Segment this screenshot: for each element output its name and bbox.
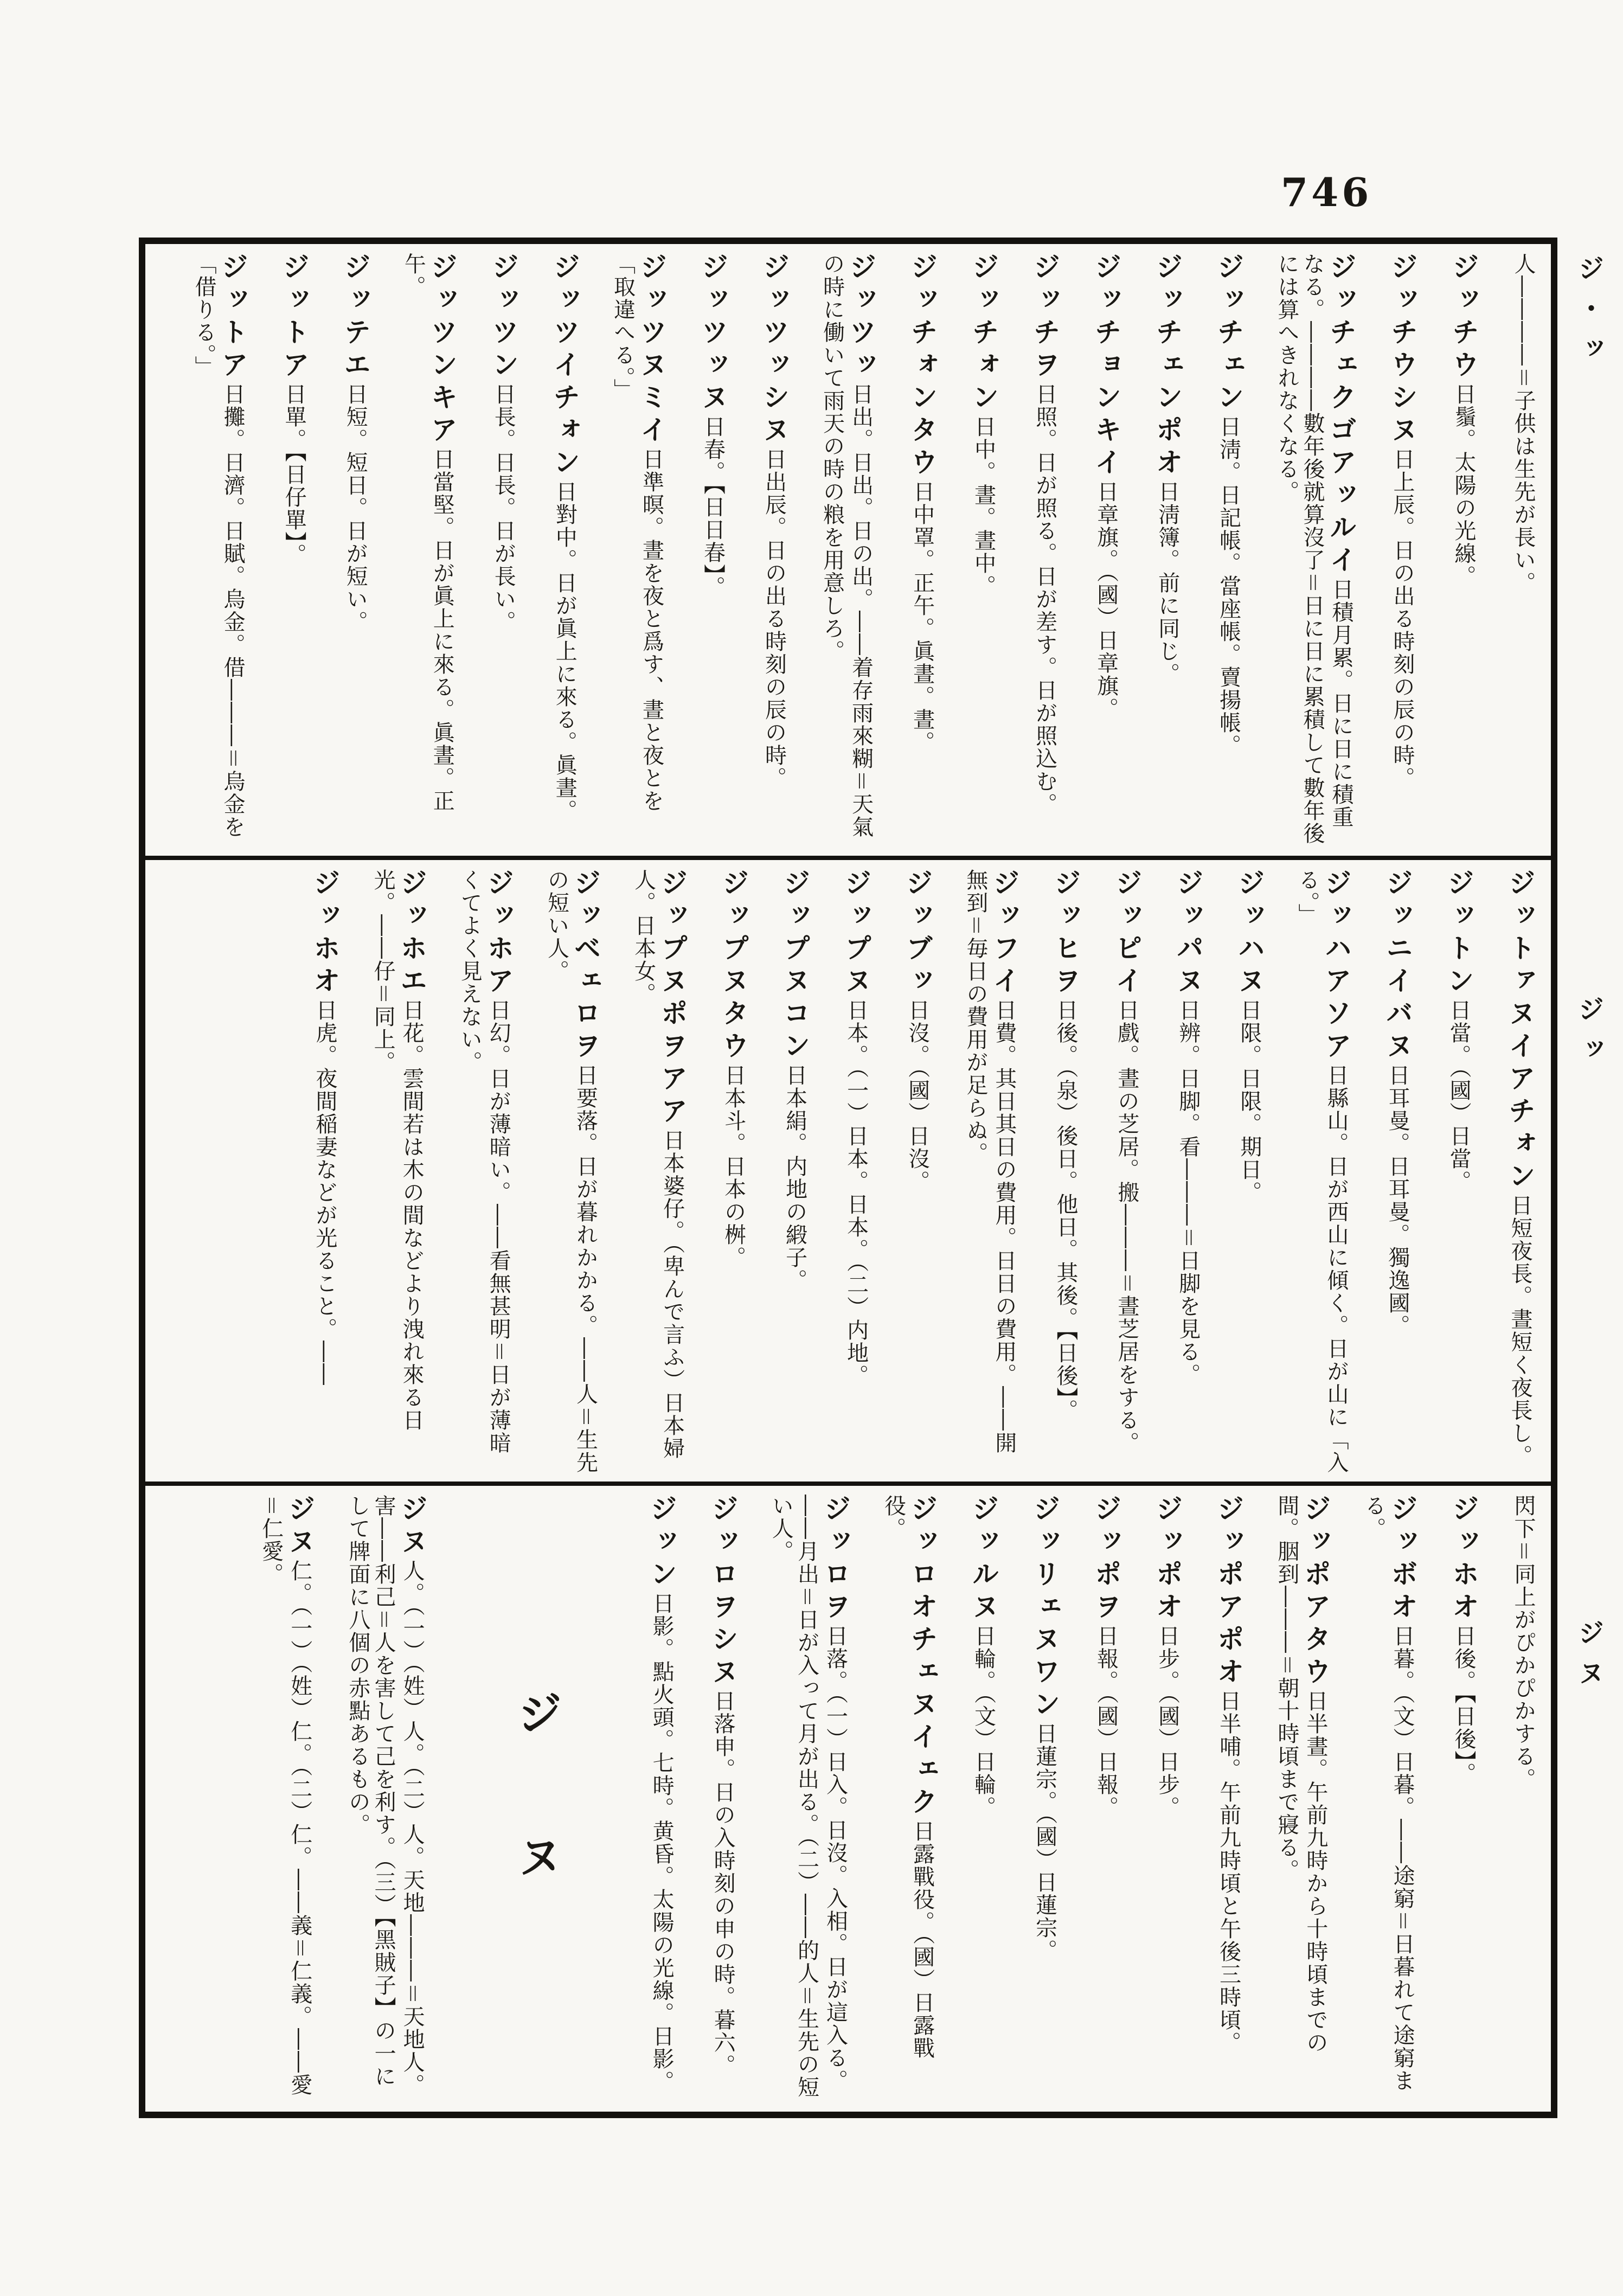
- entry-headword: ジッチェンポオ: [1151, 253, 1183, 480]
- entry-definition: 日本斗。日本の桝。: [721, 1064, 746, 1269]
- dictionary-entry: [370, 869, 427, 1476]
- entry-definition: 日幻。日が薄暗い。――看無甚明＝日が薄暗くてよく見えない。: [457, 869, 511, 1454]
- entry-definition: 日露戰役。（國）日露戰役。: [881, 1495, 935, 2060]
- dictionary-entry: [1029, 253, 1061, 850]
- entry-headword: ジッハアソア: [1320, 869, 1352, 1064]
- entry-headword: ジッツッヌ: [697, 253, 729, 415]
- entry-headword: ジットア: [278, 253, 310, 383]
- dictionary-entry: [278, 253, 310, 850]
- dictionary-entry: [400, 253, 458, 850]
- entry-definition: 日當堅。日が眞上に來る。眞晝。正午。: [401, 253, 455, 812]
- band-ji-nu: [145, 1486, 1551, 2104]
- entry-definition: 日淸簿。前に同じ。: [1154, 480, 1180, 685]
- dictionary-entry: [1381, 869, 1413, 1476]
- entry-headword: ジップヌタウ: [717, 869, 749, 1064]
- entry-headword: ジッホア: [483, 869, 515, 999]
- dictionary-entry: [1509, 1495, 1536, 2099]
- entry-headword: ジッホエ: [396, 869, 428, 999]
- dictionary-entry: [1386, 253, 1418, 850]
- entry-definition: 日出辰。日の出る時刻の辰の時。: [761, 448, 787, 790]
- entry-headword: ジップヌコン: [779, 869, 811, 1064]
- entry-headword: ジッロヲ: [819, 1495, 851, 1625]
- band-divider: [145, 1482, 1551, 1486]
- entry-definition: 日鬚。太陽の光線。: [1451, 383, 1476, 588]
- entry-headword: ジッポヲ: [1090, 1495, 1122, 1625]
- entry-headword: ジッベェロヲ: [569, 869, 601, 1064]
- dictionary-entry: [906, 253, 938, 850]
- entry-definition: 日落。（一）日入。日沒。入相。日が這入る。――月出＝日が入って月が出る。（二）――的人＝生先の短い人。: [768, 1495, 848, 2099]
- dictionary-entry: [768, 1495, 851, 2099]
- entry-headword: ジッポアタウ: [1299, 1495, 1331, 1690]
- dictionary-entry: [1233, 869, 1265, 1476]
- entry-definition: 日耳曼。日耳曼。獨逸國。: [1385, 1064, 1410, 1337]
- entry-headword: ジッロヲシヌ: [707, 1495, 739, 1690]
- entry-headword: ジッチェクゴアッルイ: [1325, 253, 1357, 578]
- entry-headword: ジッホオ: [1448, 1495, 1479, 1625]
- entry-headword: ジッブッ: [901, 869, 933, 999]
- entry-headword: ジッツン: [487, 253, 519, 383]
- entry-definition: 日當。（國）日當。: [1446, 999, 1471, 1193]
- dictionary-entry: [630, 869, 688, 1476]
- dictionary-entry: [967, 1495, 999, 2099]
- entry-headword: ジットァヌイアチォン: [1504, 869, 1536, 1194]
- margin-guide-label: ジッ: [1574, 996, 1604, 1076]
- entry-headword: ジヌ: [396, 1495, 428, 1560]
- dictionary-entry: [1504, 869, 1536, 1476]
- entry-definition: 日辨。日脚。看―――＝日脚を見る。: [1175, 999, 1201, 1386]
- page-number: 746: [1281, 169, 1372, 215]
- dictionary-entry: [1442, 869, 1474, 1476]
- dictionary-entry: [258, 1495, 316, 2099]
- band-ji-tsu-2: [145, 860, 1551, 1482]
- dictionary-entry: [309, 869, 341, 1476]
- entry-definition: 閃下＝同上がぴかぴかする。: [1511, 1495, 1536, 1791]
- dictionary-entry: [1151, 1495, 1183, 2099]
- dictionary-entry: [1447, 253, 1479, 850]
- entry-definition: 日春。【日日春】。: [700, 415, 726, 599]
- entry-definition: 日出。日出。日の出。――着存雨來糊＝天氣の時に働いて雨天の時の粮を用意しろ。: [819, 253, 874, 838]
- dictionary-entry: [345, 1495, 428, 2099]
- entry-definition: 人――――＝子供は生先が長い。: [1511, 253, 1536, 594]
- entry-definition: 日單。【日仔單】。: [281, 383, 307, 566]
- dictionary-entry: [1361, 1495, 1418, 2099]
- entry-headword: ジットア: [217, 253, 249, 383]
- entry-definition: 日積月累。日に日に積重なる。――――數年後就算沒了＝日に日に累積して數年後には算へきれなくなる。: [1274, 253, 1353, 845]
- entry-definition: 人。（一）（姓）人。（二）人。天地―――＝天地人。害――利己＝人を害して己を利す。（三）【黑賊子】の一にして牌面に八個の赤點あるもの。: [345, 1495, 425, 2096]
- entry-headword: ジッチウ: [1448, 253, 1479, 383]
- entry-definition: 日報。（國）日報。: [1093, 1625, 1119, 1819]
- dictionary-entry: [1172, 869, 1204, 1476]
- entry-definition: 日暮。（文）日暮。――途窮＝日暮れて途窮まる。: [1361, 1495, 1415, 2092]
- entry-definition: 日步。（國）日步。: [1154, 1625, 1180, 1819]
- dictionary-entry: [1274, 1495, 1331, 2099]
- entry-definition: 日戲。晝の芝居。搬―――＝晝芝居をする。: [1114, 999, 1139, 1454]
- entry-definition: 日縣山。日が西山に傾く。日が山に「入る。」: [1295, 869, 1349, 1474]
- entry-definition: 日攤。日濟。日賦。烏金。借―――＝烏金を「借りる。」: [191, 253, 246, 838]
- dictionary-entry: [610, 253, 667, 850]
- margin-guide-label: ジ・ッ: [1574, 255, 1604, 375]
- entry-definition: 日限。日限。期日。: [1236, 999, 1262, 1204]
- entry-headword: ジッチォンタウ: [906, 253, 938, 480]
- dictionary-entry: [457, 869, 514, 1476]
- entry-headword: ジッツッ: [845, 253, 877, 383]
- entry-definition: 日上辰。日の出る時刻の辰の時。: [1390, 448, 1415, 790]
- dictionary-entry: [758, 253, 790, 850]
- margin-guide-label: ジヌ: [1574, 1619, 1604, 1699]
- dictionary-entry: [1213, 1495, 1244, 2099]
- dictionary-entry: [880, 1495, 938, 2099]
- dictionary-entry: [339, 253, 371, 850]
- entry-headword: ジッチェン: [1213, 253, 1244, 415]
- dictionary-frame: [139, 238, 1557, 2118]
- entry-headword: ジッホオ: [309, 869, 341, 999]
- entry-definition: 日中。晝。晝中。: [971, 415, 996, 598]
- entry-definition: 日後。（泉）後日。他日。其後。【日後】。: [1053, 999, 1078, 1422]
- dictionary-entry: [191, 253, 248, 850]
- dictionary-entry: [717, 869, 749, 1476]
- band-divider: [145, 856, 1551, 860]
- entry-headword: ジッチョンキイ: [1090, 253, 1122, 480]
- entry-headword: ジッピイ: [1111, 869, 1143, 999]
- entry-definition: 日蓮宗。（國）日蓮宗。: [1032, 1722, 1057, 1962]
- entry-headword: ジッリェヌワン: [1029, 1495, 1061, 1722]
- entry-definition: 日虎。夜間稲妻などが光ること。――: [312, 999, 337, 1386]
- dictionary-entry: [1049, 869, 1081, 1476]
- entry-headword: ジッポオ: [1151, 1495, 1183, 1625]
- entry-headword: ジッポアポオ: [1213, 1495, 1244, 1690]
- entry-definition: 日短。短日。日が短い。: [343, 383, 368, 633]
- entry-headword: ジヌ: [284, 1495, 316, 1560]
- entry-headword: ジッルヌ: [967, 1495, 999, 1625]
- entry-definition: 日本。（一）日本。日本。（二）内地。: [843, 999, 869, 1387]
- entry-definition: 日影。點火頭。七時。黄昏。太陽の光線。日影。: [649, 1592, 675, 2093]
- entry-headword: ジットン: [1443, 869, 1474, 999]
- dictionary-entry: [819, 253, 876, 850]
- dictionary-entry: [543, 869, 601, 1476]
- section-heading: ジ ヌ: [510, 1690, 563, 1904]
- dictionary-entry: [645, 1495, 677, 2099]
- entry-headword: ジッチヲ: [1029, 253, 1061, 383]
- dictionary-entry: [901, 869, 933, 1476]
- entry-headword: ジップヌポヲアア: [656, 869, 688, 1129]
- entry-headword: ジッテエ: [339, 253, 371, 383]
- entry-definition: 日對中。日が眞上に來る。眞晝。: [552, 480, 578, 822]
- entry-headword: ジッン: [646, 1495, 678, 1592]
- entry-definition: 日短夜長。晝短く夜長し。: [1507, 1194, 1532, 1467]
- entry-headword: ジッパヌ: [1172, 869, 1204, 999]
- entry-definition: 日後。【日後】。: [1451, 1625, 1476, 1785]
- entry-headword: ジッツイチォン: [549, 253, 581, 480]
- dictionary-entry: [1029, 1495, 1061, 2099]
- entry-definition: 日章旗。（國）日章旗。: [1093, 480, 1119, 720]
- entry-headword: ジッハヌ: [1233, 869, 1265, 999]
- entry-definition: 日長。日長。日が長い。: [491, 383, 516, 633]
- entry-definition: 日輪。（文）日輪。: [971, 1625, 996, 1819]
- dictionary-entry: [1509, 253, 1536, 850]
- band-ji-tsu-1: [145, 244, 1551, 856]
- dictionary-entry: [963, 869, 1020, 1476]
- entry-definition: 日花。雲間若は木の間などより洩れ來る日光。――仔＝同上。: [370, 869, 425, 1432]
- dictionary-entry: [1111, 869, 1143, 1476]
- dictionary-entry: [707, 1495, 739, 2099]
- dictionary-entry: [779, 869, 811, 1476]
- dictionary-entry: [1090, 1495, 1122, 2099]
- dictionary-entry: [487, 253, 519, 850]
- dictionary-entry: [1274, 253, 1357, 850]
- entry-headword: ジップヌ: [840, 869, 872, 999]
- dictionary-entry: [1447, 1495, 1479, 2099]
- entry-definition: 仁。（一）（姓）仁。（二）仁。――義＝仁義。――愛＝仁愛。: [258, 1495, 312, 2096]
- dictionary-entry: [1294, 869, 1352, 1476]
- entry-headword: ジッチォン: [967, 253, 999, 415]
- entry-definition: 日落申。日の入時刻の申の時。暮六。: [710, 1690, 736, 2077]
- entry-headword: ジッロオチェヌイェク: [906, 1495, 938, 1820]
- entry-headword: ジッツッシヌ: [758, 253, 790, 448]
- entry-definition: 日半晝。午前九時から十時頃までの間。胭到―――＝朝十時頃まで寢る。: [1274, 1495, 1328, 2054]
- entry-headword: ジッチウシヌ: [1387, 253, 1418, 448]
- entry-headword: ジッボオ: [1387, 1495, 1418, 1625]
- dictionary-entry: [840, 869, 872, 1476]
- entry-definition: 日半哺。午前九時頃と午後三時頃。: [1216, 1690, 1241, 2054]
- dictionary-entry: [967, 253, 999, 850]
- entry-definition: 日沒。（國）日沒。: [904, 999, 930, 1193]
- dictionary-entry: [548, 253, 580, 850]
- dictionary-entry: [1090, 253, 1122, 850]
- entry-definition: 日準暝。晝を夜と爲す、晝と夜とを「取違へる。」: [610, 253, 664, 812]
- entry-definition: 日本婆仔。（卑んで言ふ）日本婦人。日本女。: [631, 869, 685, 1460]
- dictionary-entry: [696, 253, 728, 850]
- entry-definition: 日中罩。正午。眞晝。晝。: [909, 480, 935, 754]
- entry-definition: 日要落。日が暮れかかる。――人＝生先の短い人。: [544, 869, 598, 1474]
- dictionary-entry: [1151, 253, 1183, 850]
- entry-headword: ジッツヌミイ: [636, 253, 668, 448]
- entry-headword: ジッツンキア: [426, 253, 458, 448]
- entry-headword: ジッヒヲ: [1049, 869, 1081, 999]
- entry-headword: ジッニイバヌ: [1382, 869, 1413, 1064]
- entry-definition: 日淸。日記帳。當座帳。賣揚帳。: [1216, 415, 1241, 757]
- entry-definition: 日本絹。内地の緞子。: [782, 1064, 807, 1292]
- dictionary-entry: [1213, 253, 1244, 850]
- entry-definition: 日費。其日其日の費用。日日の費用。――開無到＝毎日の費用が足らぬ。: [963, 869, 1017, 1454]
- entry-definition: 日照。日が照る。日が差す。日が照込む。: [1032, 383, 1057, 816]
- entry-headword: ジッフイ: [988, 869, 1020, 999]
